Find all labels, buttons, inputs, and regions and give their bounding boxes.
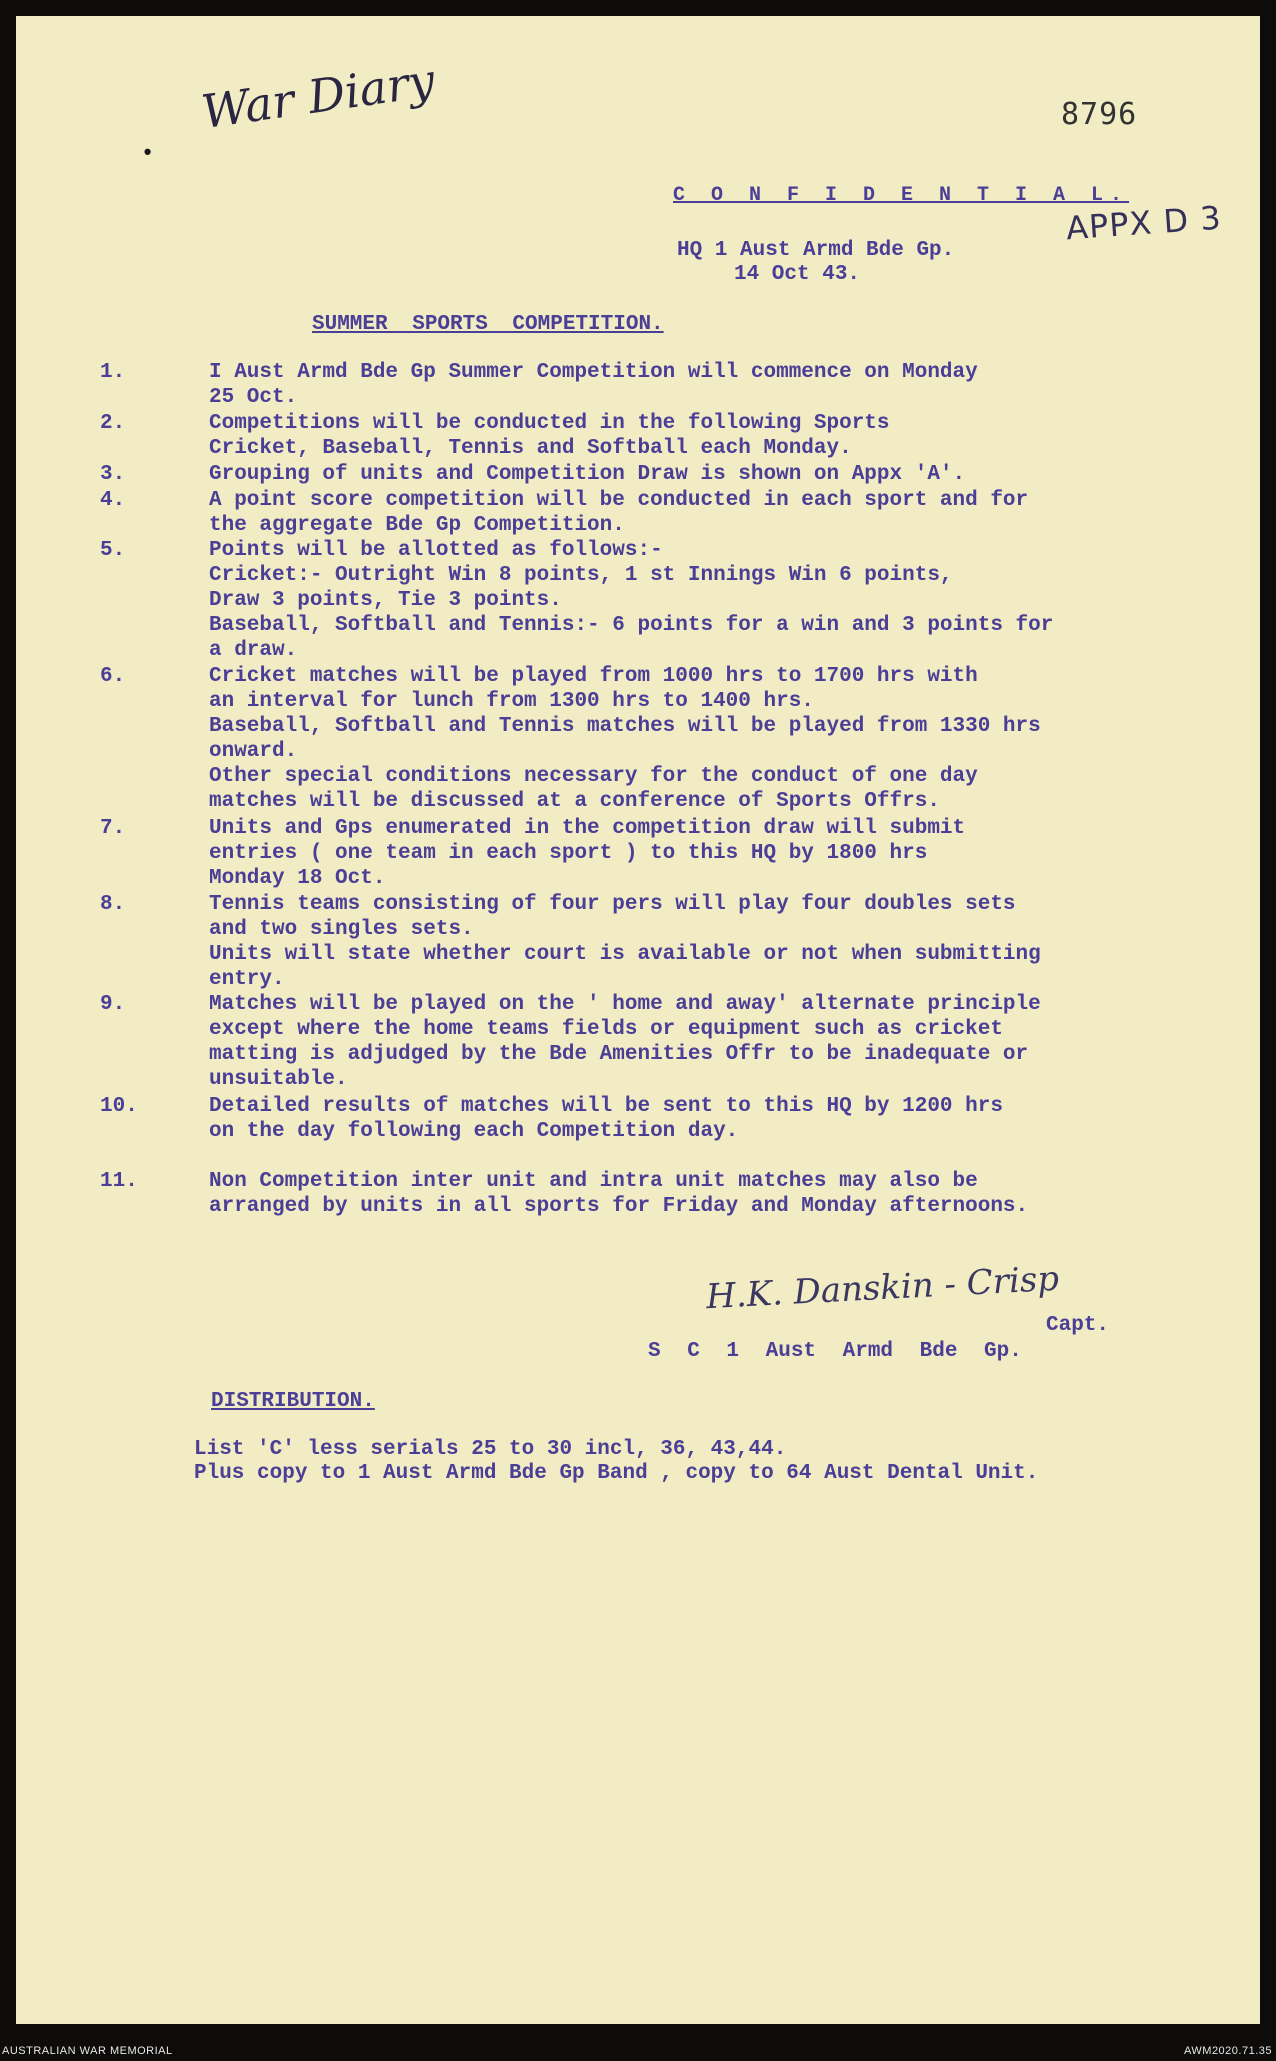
footer-item-id: AWM2020.71.35 <box>1183 2045 1272 2057</box>
header-date: 14 Oct 43. <box>734 263 861 286</box>
reference-number: 8796 <box>1061 97 1138 132</box>
document-title: SUMMER SPORTS COMPETITION. <box>312 313 664 336</box>
paragraph-number: 6. <box>100 665 126 688</box>
signatory-role: S C 1 Aust Armd Bde Gp. <box>648 1340 1022 1363</box>
paragraph-number: 1. <box>100 361 126 384</box>
paragraph-number: 3. <box>100 463 126 486</box>
distribution-line-1: List 'C' less serials 25 to 30 incl, 36, 43,44. <box>194 1438 787 1461</box>
handwritten-note: War Diary <box>198 52 438 140</box>
paragraph-text: A point score competition will be conducted in each sport and for the aggregate Bde Gp Competition. <box>209 489 1029 537</box>
distribution-line-2: Plus copy to 1 Aust Armd Bde Gp Band , copy to 64 Aust Dental Unit. <box>194 1462 1039 1485</box>
paragraph-text: Grouping of units and Competition Draw is shown on Appx 'A'. <box>209 463 966 486</box>
paragraph-number: 7. <box>100 817 126 840</box>
paragraph-number: 10. <box>100 1095 138 1118</box>
paragraph-number: 8. <box>100 893 126 916</box>
paragraph-text: Units and Gps enumerated in the competition draw will submit entries ( one team in each sport ) to this HQ by 1800 hrs Monday 18 Oct. <box>209 817 966 890</box>
signature: H.K. Danskin - Crisp <box>705 1258 1060 1318</box>
ink-mark: • <box>141 141 155 166</box>
classification-heading: C O N F I D E N T I A L. <box>673 184 1130 207</box>
paragraph-text: Competitions will be conducted in the following Sports Cricket, Baseball, Tennis and Softball each Monday. <box>209 412 890 460</box>
paragraph-text: Non Competition inter unit and intra unit matches may also be arranged by units in all sports for Friday and Monday afternoons. <box>209 1170 1029 1218</box>
appendix-note: APPX D 3 <box>1064 198 1223 248</box>
paragraph-number: 2. <box>100 412 126 435</box>
signatory-rank: Capt. <box>1046 1314 1110 1337</box>
paragraph-number: 4. <box>100 489 126 512</box>
distribution-heading: DISTRIBUTION. <box>211 1390 375 1413</box>
paragraph-text: I Aust Armd Bde Gp Summer Competition will commence on Monday 25 Oct. <box>209 361 978 409</box>
paragraph-text: Points will be allotted as follows:- Cricket:- Outright Win 8 points, 1 st Innings Win 6 points, Draw 3 points, Tie 3 points. Baseball, Softball and Tennis:- 6 points for a win and 3 points for a draw. <box>209 539 1054 662</box>
paragraph-number: 9. <box>100 993 126 1016</box>
paragraph-text: Matches will be played on the ' home and away' alternate principle except where the home teams fields or equipment such as cricket matting is adjudged by the Bde Amenities Offr to be inadequate or unsuitable. <box>209 993 1041 1091</box>
paragraph-text: Cricket matches will be played from 1000 hrs to 1700 hrs with an interval for lunch from 1300 hrs to 1400 hrs. Baseball, Softball and Tennis matches will be played from 1330 hrs onward. Other special conditions necessary for the conduct of one day matches will be discussed at a conference of Sports Offrs. <box>209 665 1041 813</box>
header-unit: HQ 1 Aust Armd Bde Gp. <box>677 239 955 262</box>
paragraph-number: 11. <box>100 1170 138 1193</box>
paragraph-text: Detailed results of matches will be sent to this HQ by 1200 hrs on the day following each Competition day. <box>209 1095 1003 1143</box>
paragraph-number: 5. <box>100 539 126 562</box>
paragraph-text: Tennis teams consisting of four pers will play four doubles sets and two singles sets. Units will state whether court is available or not when submitting entry. <box>209 893 1041 991</box>
document-page <box>16 16 1260 2024</box>
footer-archive-name: AUSTRALIAN WAR MEMORIAL <box>2 2045 173 2057</box>
